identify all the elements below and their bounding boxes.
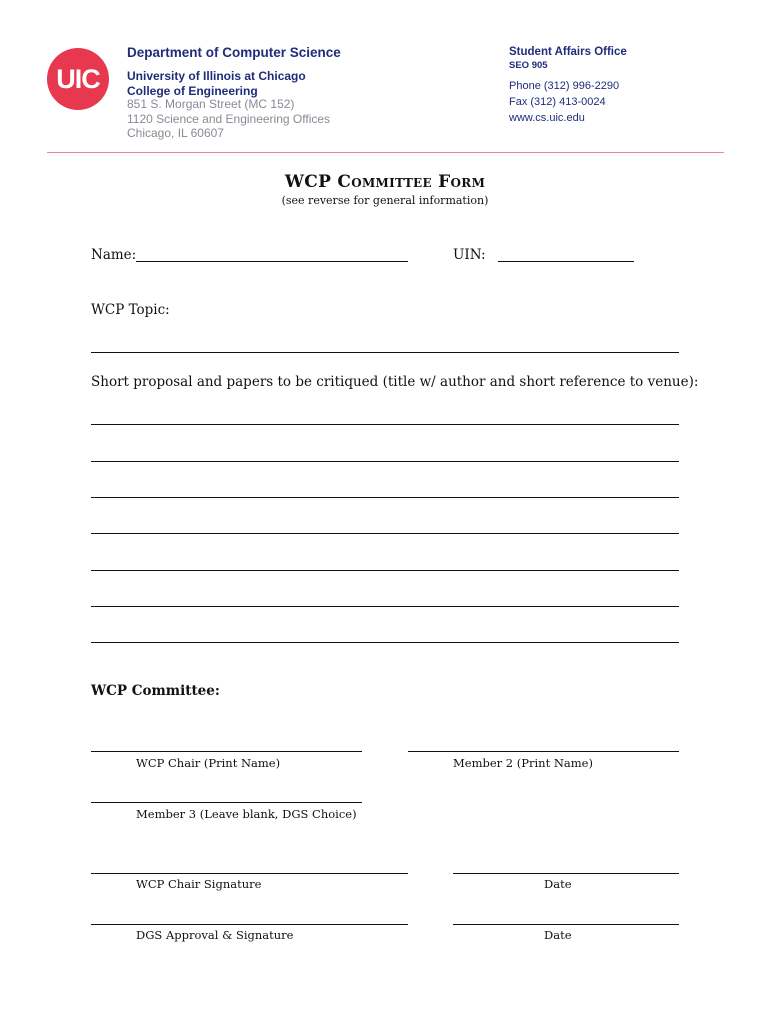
website-link[interactable]: www.cs.uic.edu bbox=[509, 112, 585, 124]
member2-print-field[interactable] bbox=[408, 751, 679, 752]
address-line-2: 1120 Science and Engineering Offices bbox=[127, 112, 331, 126]
member2-print-caption: Member 2 (Print Name) bbox=[453, 756, 593, 770]
proposal-line[interactable] bbox=[91, 533, 679, 534]
chair-print-caption: WCP Chair (Print Name) bbox=[136, 756, 281, 770]
member3-caption: Member 3 (Leave blank, DGS Choice) bbox=[136, 807, 357, 821]
college-name: College of Engineering bbox=[127, 84, 258, 98]
topic-field[interactable] bbox=[91, 352, 679, 353]
phone-number: Phone (312) 996-2290 bbox=[509, 80, 620, 92]
address-line-3: Chicago, IL 60607 bbox=[127, 126, 224, 140]
form-title: WCP Committee Form bbox=[284, 172, 486, 192]
fax-number: Fax (312) 413-0024 bbox=[509, 96, 606, 108]
office-room: SEO 905 bbox=[509, 60, 548, 71]
date-caption-1: Date bbox=[544, 877, 572, 891]
date-field-1[interactable] bbox=[453, 873, 679, 874]
dgs-signature-field[interactable] bbox=[91, 924, 408, 925]
office-title: Student Affairs Office bbox=[509, 46, 627, 58]
chair-print-field[interactable] bbox=[91, 751, 362, 752]
date-caption-2: Date bbox=[544, 928, 572, 942]
proposal-line[interactable] bbox=[91, 642, 679, 643]
department-name: Department of Computer Science bbox=[127, 45, 341, 60]
address-line-1: 851 S. Morgan Street (MC 152) bbox=[127, 97, 295, 111]
committee-label: WCP Committee: bbox=[91, 683, 220, 699]
proposal-line[interactable] bbox=[91, 424, 679, 425]
header-divider bbox=[47, 152, 724, 153]
uic-logo-text: UIC bbox=[56, 64, 100, 94]
name-label: Name: bbox=[91, 247, 137, 263]
topic-label: WCP Topic: bbox=[91, 302, 170, 318]
chair-signature-field[interactable] bbox=[91, 873, 408, 874]
proposal-line[interactable] bbox=[91, 497, 679, 498]
proposal-line[interactable] bbox=[91, 461, 679, 462]
member3-field[interactable] bbox=[91, 802, 362, 803]
proposal-line[interactable] bbox=[91, 570, 679, 571]
proposal-label: Short proposal and papers to be critiqued (title w/ author and short reference to venue): bbox=[91, 374, 699, 390]
uin-label: UIN: bbox=[453, 247, 486, 263]
uin-field[interactable] bbox=[498, 261, 634, 262]
name-field[interactable] bbox=[136, 261, 408, 262]
date-field-2[interactable] bbox=[453, 924, 679, 925]
university-name: University of Illinois at Chicago bbox=[127, 69, 306, 83]
proposal-line[interactable] bbox=[91, 606, 679, 607]
chair-signature-caption: WCP Chair Signature bbox=[136, 877, 262, 891]
dgs-approval-caption: DGS Approval & Signature bbox=[136, 928, 294, 942]
form-subtitle: (see reverse for general information) bbox=[281, 194, 489, 207]
